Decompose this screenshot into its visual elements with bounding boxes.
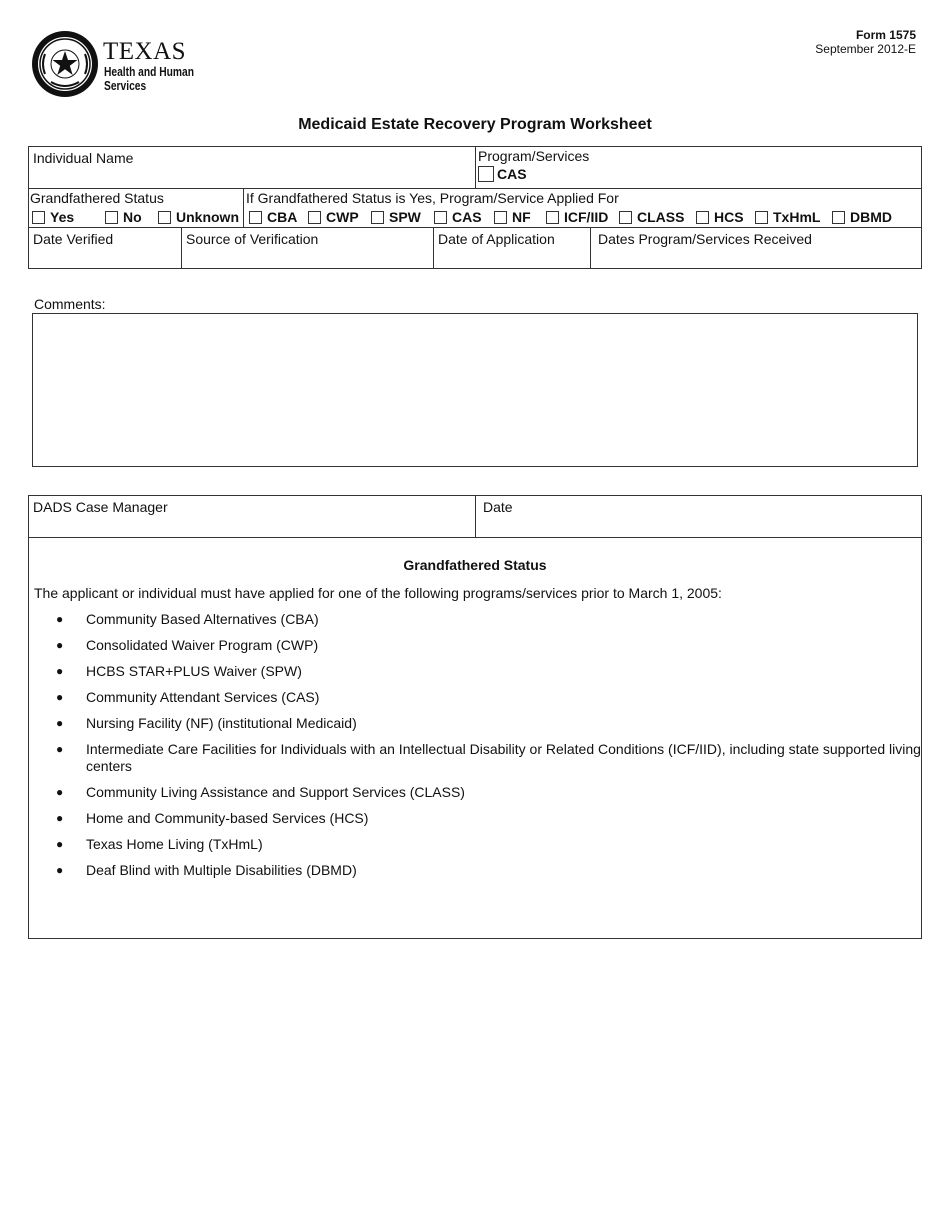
cwp-checkbox[interactable] [308,211,321,224]
individual-name-field[interactable] [28,146,475,188]
cba-label: CBA [267,209,298,225]
applied-for-label: If Grandfathered Status is Yes, Program/Service Applied For [246,190,619,206]
cwp-label: CWP [326,209,359,225]
case-manager-date-field[interactable] [476,495,922,537]
grandfathered-status-heading: Grandfathered Status [403,557,547,573]
bullet-icon: ● [56,690,64,704]
program-option-cwp[interactable] [308,209,359,225]
txhml-label: TxHmL [773,209,821,225]
list-item-text: Nursing Facility (NF) (institutional Medicaid) [86,715,357,731]
dbmd-checkbox[interactable] [832,211,845,224]
bullet-icon: ● [56,638,64,652]
dates-received-label: Dates Program/Services Received [598,231,812,247]
program-option-dbmd[interactable] [832,209,892,225]
source-of-verification-field[interactable] [182,227,433,269]
cas-program-label: CAS [452,209,482,225]
program-option-class[interactable] [619,209,684,225]
cas-checkbox[interactable] [478,166,494,182]
date-verified-field[interactable] [28,227,181,269]
unknown-label: Unknown [176,209,239,225]
spw-checkbox[interactable] [371,211,384,224]
form-identifier [815,28,916,56]
program-option-cas[interactable] [434,209,482,225]
dates-received-field[interactable] [591,227,922,269]
bullet-icon: ● [56,612,64,626]
bullet-icon: ● [56,785,64,799]
cas-program-checkbox[interactable] [434,211,447,224]
program-services-label: Program/Services [478,148,590,164]
list-item-text: Community Living Assistance and Support Services (CLASS) [86,784,465,800]
yes-label: Yes [50,209,75,225]
logo-text-texas: TEXAS [103,38,187,65]
cba-checkbox[interactable] [249,211,262,224]
nf-checkbox[interactable] [494,211,507,224]
grandfathered-intro: The applicant or individual must have applied for one of the following programs/services prior to March 1, 2005: [34,585,722,601]
row-divider-1 [28,188,922,189]
program-option-icf-iid[interactable] [546,209,608,225]
program-option-txhml[interactable] [755,209,820,225]
icf-iid-label: ICF/IID [564,209,609,225]
bullet-icon: ● [56,664,64,678]
program-list [34,611,922,888]
yes-checkbox[interactable] [32,211,45,224]
date-of-application-label: Date of Application [438,231,555,247]
list-item [34,689,922,706]
status-option-yes[interactable] [32,209,74,225]
individual-name-label: Individual Name [33,150,134,166]
bullet-icon: ● [56,837,64,851]
comments-label: Comments: [34,296,106,312]
comments-textarea[interactable] [32,313,918,467]
grandfathered-status-label: Grandfathered Status [30,190,164,206]
texas-seal-icon [31,30,99,98]
list-item [34,836,922,853]
date-verified-label: Date Verified [33,231,114,247]
bottom-row-divider [28,537,922,538]
no-label: No [123,209,142,225]
date-of-application-field[interactable] [434,227,590,269]
list-item [34,810,922,827]
txhml-checkbox[interactable] [755,211,768,224]
case-manager-field[interactable] [28,495,475,537]
unknown-checkbox[interactable] [158,211,171,224]
program-option-cba[interactable] [249,209,297,225]
source-of-verification-label: Source of Verification [186,231,319,247]
list-item-text: Deaf Blind with Multiple Disabilities (DBMD) [86,862,357,878]
case-manager-date-label: Date [483,499,513,515]
spw-label: SPW [389,209,421,225]
list-item-text: Home and Community-based Services (HCS) [86,810,369,826]
list-item-text: Community Attendant Services (CAS) [86,689,320,705]
col-divider-r2 [243,188,244,227]
status-option-unknown[interactable] [158,209,239,225]
list-item-text: Intermediate Care Facilities for Individuals with an Intellectual Disability or Related Conditions (ICF/IID), including state supported living centers [86,741,921,774]
nf-label: NF [512,209,531,225]
texas-hhs-logo [31,30,211,100]
list-item [34,663,922,680]
logo-text-line2: Health and Human [104,65,194,79]
bullet-icon: ● [56,863,64,877]
list-item-text: Consolidated Waiver Program (CWP) [86,637,319,653]
bullet-icon: ● [56,742,64,756]
program-option-hcs[interactable] [696,209,744,225]
list-item [34,784,922,801]
hcs-label: HCS [714,209,744,225]
list-item [34,611,922,628]
hcs-checkbox[interactable] [696,211,709,224]
no-checkbox[interactable] [105,211,118,224]
page-title: Medicaid Estate Recovery Program Worksheet [298,116,652,133]
list-item [34,637,922,654]
program-option-spw[interactable] [371,209,421,225]
icf-iid-checkbox[interactable] [546,211,559,224]
program-option-nf[interactable] [494,209,531,225]
logo-text-line3: Services [104,79,147,93]
program-services-cas-option [478,166,922,182]
program-services-field [476,146,922,188]
bullet-icon: ● [56,811,64,825]
list-item [34,741,922,775]
form-date: September 2012-E [815,42,916,56]
bullet-icon: ● [56,716,64,730]
case-manager-label: DADS Case Manager [33,499,168,515]
cas-option-label: CAS [497,166,527,182]
list-item [34,862,922,879]
list-item-text: Community Based Alternatives (CBA) [86,611,319,627]
logo-text-agency [104,65,194,93]
form-number: Form 1575 [855,28,916,42]
list-item-text: Texas Home Living (TxHmL) [86,836,263,852]
class-label: CLASS [637,209,685,225]
list-item-text: HCBS STAR+PLUS Waiver (SPW) [86,663,302,679]
list-item [34,715,922,732]
dbmd-label: DBMD [850,209,892,225]
status-option-no[interactable] [105,209,142,225]
class-checkbox[interactable] [619,211,632,224]
